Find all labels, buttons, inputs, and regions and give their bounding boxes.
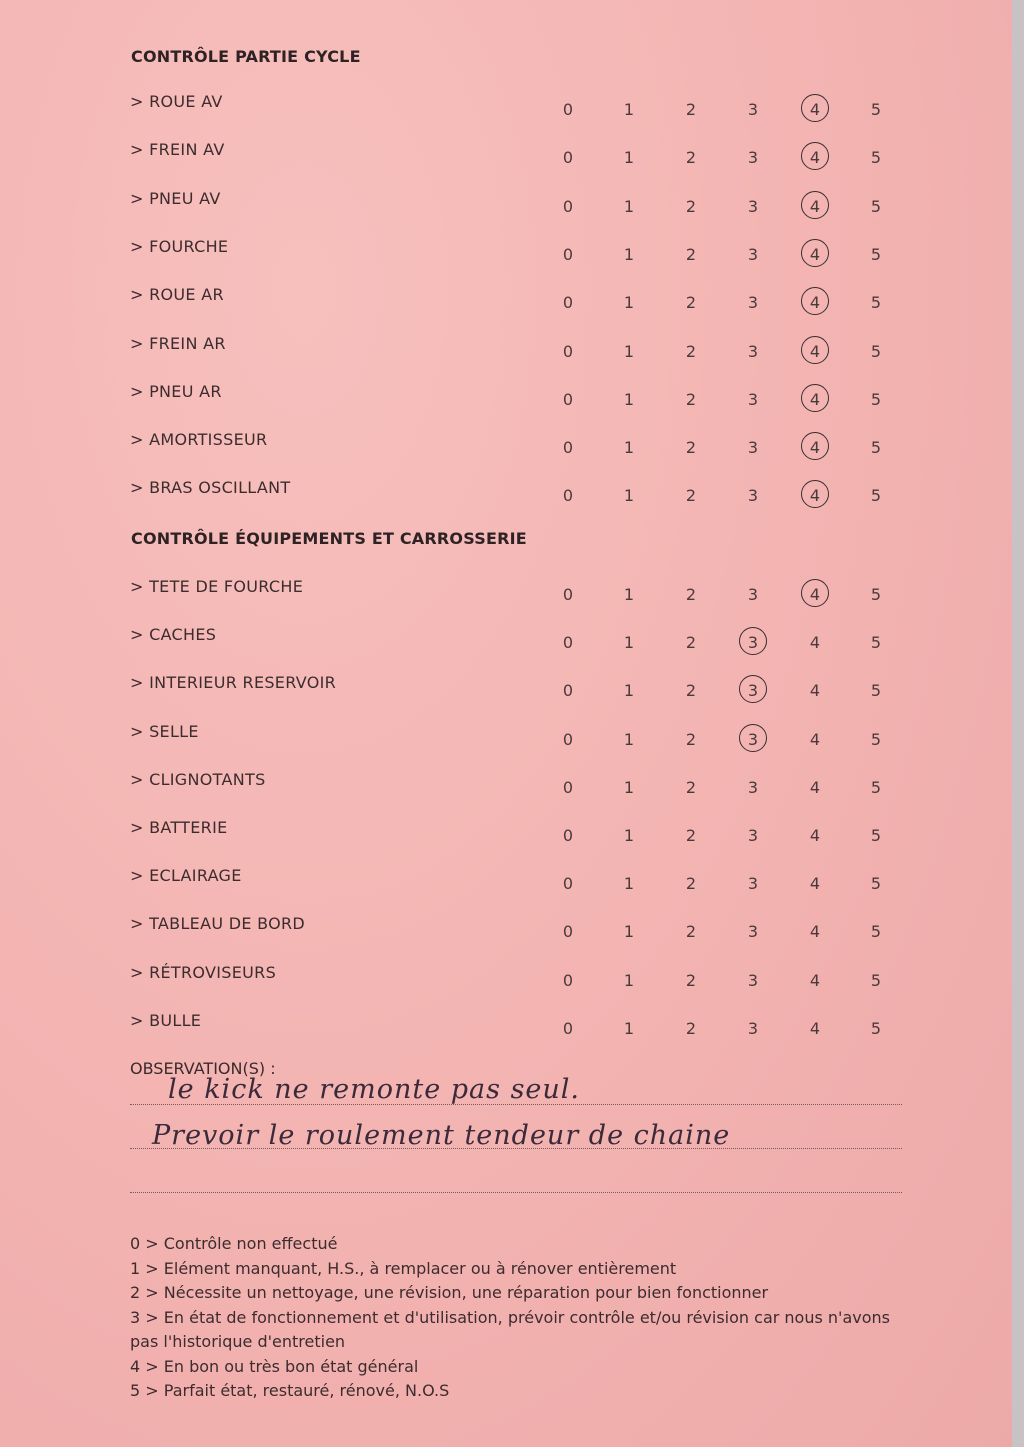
- score-option: 1: [623, 1018, 635, 1038]
- score-option: 5: [870, 729, 882, 749]
- score-option: 3: [747, 585, 759, 604]
- score-option: 5: [870, 585, 882, 604]
- score-option: 5: [870, 438, 882, 458]
- score-option: 2: [685, 486, 697, 506]
- checklist-item-label: > TETE DE FOURCHE: [130, 577, 304, 596]
- score-option: 3: [747, 874, 759, 894]
- checklist-row: [0, 430, 1012, 460]
- checklist-row: [0, 92, 1012, 122]
- score-option: 1: [623, 438, 635, 458]
- observation-dotline-2: [130, 1148, 902, 1149]
- score-option: 2: [685, 244, 697, 264]
- checklist-row: [0, 914, 1012, 944]
- checklist-row: [0, 770, 1012, 800]
- circled-score: 4: [800, 245, 830, 264]
- score-option: 1: [623, 100, 635, 119]
- checklist-row: [0, 1011, 1012, 1041]
- circled-score: 4: [800, 390, 830, 409]
- score-option: 1: [623, 729, 635, 749]
- score-option: 0: [562, 438, 574, 458]
- score-option: 1: [623, 341, 635, 361]
- checklist-row: [0, 673, 1012, 703]
- score-option: 1: [623, 293, 635, 313]
- score-option: 5: [870, 777, 882, 797]
- score-option: 5: [870, 874, 882, 894]
- circled-score: 4: [800, 293, 830, 312]
- score-option: 2: [685, 148, 697, 168]
- score-option: 5: [870, 1018, 882, 1038]
- circled-score: 4: [800, 585, 830, 604]
- observation-dotline-3: [130, 1192, 902, 1193]
- score-option: 0: [562, 633, 574, 653]
- score-option: 3: [747, 438, 759, 458]
- checklist-row: [0, 577, 1012, 607]
- score-option: 0: [562, 341, 574, 361]
- score-option: 3: [747, 486, 759, 506]
- score-option: 0: [562, 922, 574, 942]
- score-option: 1: [623, 148, 635, 168]
- circled-score: 3: [738, 633, 768, 652]
- checklist-item-label: > BATTERIE: [130, 818, 228, 837]
- score-option: 0: [562, 196, 574, 216]
- score-option: 2: [685, 293, 697, 313]
- score-option: 5: [870, 922, 882, 942]
- score-option: 1: [623, 244, 635, 264]
- observation-line-2: Prevoir le roulement tendeur de chaine: [152, 1120, 731, 1151]
- score-option: 5: [870, 341, 882, 361]
- circled-score: 4: [800, 148, 830, 167]
- checklist-item-label: > BULLE: [130, 1010, 202, 1030]
- score-option: 0: [562, 777, 574, 797]
- score-option: 3: [747, 389, 759, 409]
- score-option: 0: [562, 1018, 574, 1038]
- checklist-item-label: > RÉTROVISEURS: [130, 962, 277, 982]
- checklist-item-label: > FREIN AV: [130, 140, 225, 160]
- checklist-item-label: > INTERIEUR RESERVOIR: [130, 673, 337, 693]
- observation-line-1: le kick ne remonte pas seul.: [168, 1074, 581, 1105]
- score-option: 2: [685, 922, 697, 942]
- score-option: 1: [623, 681, 635, 701]
- observations-title: OBSERVATION(S) :: [130, 1059, 276, 1078]
- checklist-row: [0, 382, 1012, 412]
- score-option: 5: [870, 681, 882, 701]
- score-option: 0: [562, 681, 574, 701]
- score-option: 4: [809, 633, 821, 653]
- score-option: 1: [623, 777, 635, 797]
- checklist-row: [0, 140, 1012, 170]
- score-option: 4: [809, 1018, 821, 1038]
- legend-item: 2 > Nécessite un nettoyage, une révision, une réparation pour bien fonctionner: [130, 1283, 769, 1302]
- score-option: 5: [870, 196, 882, 216]
- score-option: 5: [870, 970, 882, 990]
- checklist-item-label: > AMORTISSEUR: [130, 430, 268, 450]
- score-option: 3: [747, 244, 759, 264]
- score-option: 2: [685, 874, 697, 894]
- score-option: 3: [747, 970, 759, 990]
- legend-item: 0 > Contrôle non effectué: [130, 1234, 338, 1253]
- checklist-item-label: > CLIGNOTANTS: [130, 769, 266, 789]
- score-option: 5: [870, 826, 882, 845]
- checklist-row: [0, 625, 1012, 655]
- score-option: 0: [562, 389, 574, 409]
- score-option: 2: [685, 729, 697, 749]
- score-option: 0: [562, 826, 574, 845]
- score-option: 1: [623, 922, 635, 942]
- score-option: 0: [562, 486, 574, 506]
- checklist-row: [0, 285, 1012, 315]
- score-option: 2: [685, 389, 697, 409]
- checklist-item-label: > ROUE AV: [130, 92, 223, 111]
- checklist-item-label: > BRAS OSCILLANT: [130, 478, 291, 498]
- checklist-item-label: > ECLAIRAGE: [130, 866, 242, 886]
- score-option: 0: [562, 874, 574, 894]
- checklist-item-label: > TABLEAU DE BORD: [130, 914, 306, 934]
- section-title-cycle: CONTRÔLE PARTIE CYCLE: [131, 47, 361, 66]
- circled-score: 4: [800, 100, 830, 119]
- score-option: 0: [562, 148, 574, 168]
- checklist-row: [0, 818, 1012, 848]
- score-option: 4: [809, 922, 821, 942]
- score-option: 5: [870, 100, 882, 119]
- score-legend: [130, 1232, 900, 1404]
- checklist-row: [0, 478, 1012, 508]
- checklist-row: [0, 334, 1012, 364]
- circled-score: 4: [800, 342, 830, 361]
- circled-score: 4: [800, 197, 830, 216]
- score-option: 0: [562, 293, 574, 313]
- legend-item: 1 > Elément manquant, H.S., à remplacer ou à rénover entièrement: [130, 1258, 677, 1278]
- section-title-equipment: CONTRÔLE ÉQUIPEMENTS ET CARROSSERIE: [131, 529, 527, 548]
- score-option: 3: [747, 293, 759, 313]
- checklist-row: [0, 866, 1012, 896]
- score-option: 0: [562, 585, 574, 604]
- score-option: 4: [809, 826, 821, 845]
- legend-item: 4 > En bon ou très bon état général: [130, 1356, 419, 1376]
- score-option: 2: [685, 100, 697, 119]
- score-option: 2: [685, 633, 697, 653]
- score-option: 4: [809, 970, 821, 990]
- score-option: 3: [747, 100, 759, 119]
- score-option: 4: [809, 681, 821, 701]
- circled-score: 4: [800, 486, 830, 505]
- score-option: 4: [809, 729, 821, 749]
- legend-item: 5 > Parfait état, restauré, rénové, N.O.S: [130, 1381, 450, 1400]
- legend-item: 3 > En état de fonctionnement et d'utilisation, prévoir contrôle et/ou révision car nous n'avons pas l'historique d'entretien: [130, 1307, 890, 1351]
- score-option: 5: [870, 148, 882, 168]
- score-option: 5: [870, 486, 882, 506]
- checklist-item-label: > ROUE AR: [130, 285, 224, 305]
- score-option: 4: [809, 777, 821, 797]
- checklist-item-label: > CACHES: [130, 625, 217, 645]
- score-option: 1: [623, 389, 635, 409]
- score-option: 1: [623, 874, 635, 894]
- observation-dotline-1: [130, 1104, 902, 1105]
- score-option: 3: [747, 922, 759, 942]
- checklist-item-label: > FREIN AR: [130, 333, 226, 353]
- score-option: 2: [685, 196, 697, 216]
- score-option: 3: [747, 777, 759, 797]
- score-option: 1: [623, 486, 635, 506]
- score-option: 0: [562, 244, 574, 264]
- score-option: 5: [870, 389, 882, 409]
- score-option: 3: [747, 148, 759, 168]
- score-option: 1: [623, 970, 635, 990]
- score-option: 1: [623, 585, 635, 604]
- checklist-item-label: > FOURCHE: [130, 236, 229, 256]
- checklist-row: [0, 189, 1012, 219]
- score-option: 0: [562, 100, 574, 119]
- score-option: 3: [747, 826, 759, 845]
- circled-score: 3: [738, 730, 768, 749]
- score-option: 2: [685, 970, 697, 990]
- score-option: 1: [623, 826, 635, 845]
- checklist-item-label: > PNEU AR: [130, 381, 222, 401]
- score-option: 4: [809, 874, 821, 894]
- score-option: 2: [685, 585, 697, 604]
- score-option: 5: [870, 633, 882, 653]
- checklist-item-label: > SELLE: [130, 721, 199, 741]
- score-option: 2: [685, 341, 697, 361]
- checklist-row: [0, 237, 1012, 267]
- score-option: 5: [870, 293, 882, 313]
- circled-score: 3: [738, 681, 768, 700]
- score-option: 1: [623, 633, 635, 653]
- score-option: 3: [747, 341, 759, 361]
- checklist-row: [0, 722, 1012, 752]
- score-option: 2: [685, 1018, 697, 1038]
- circled-score: 4: [800, 438, 830, 457]
- score-option: 5: [870, 244, 882, 264]
- score-option: 1: [623, 196, 635, 216]
- score-option: 3: [747, 196, 759, 216]
- score-option: 0: [562, 970, 574, 990]
- score-option: 3: [747, 1018, 759, 1038]
- score-option: 2: [685, 826, 697, 845]
- score-option: 2: [685, 681, 697, 701]
- score-option: 2: [685, 777, 697, 797]
- score-option: 0: [562, 729, 574, 749]
- score-option: 2: [685, 438, 697, 458]
- checklist-item-label: > PNEU AV: [130, 188, 221, 208]
- checklist-row: [0, 963, 1012, 993]
